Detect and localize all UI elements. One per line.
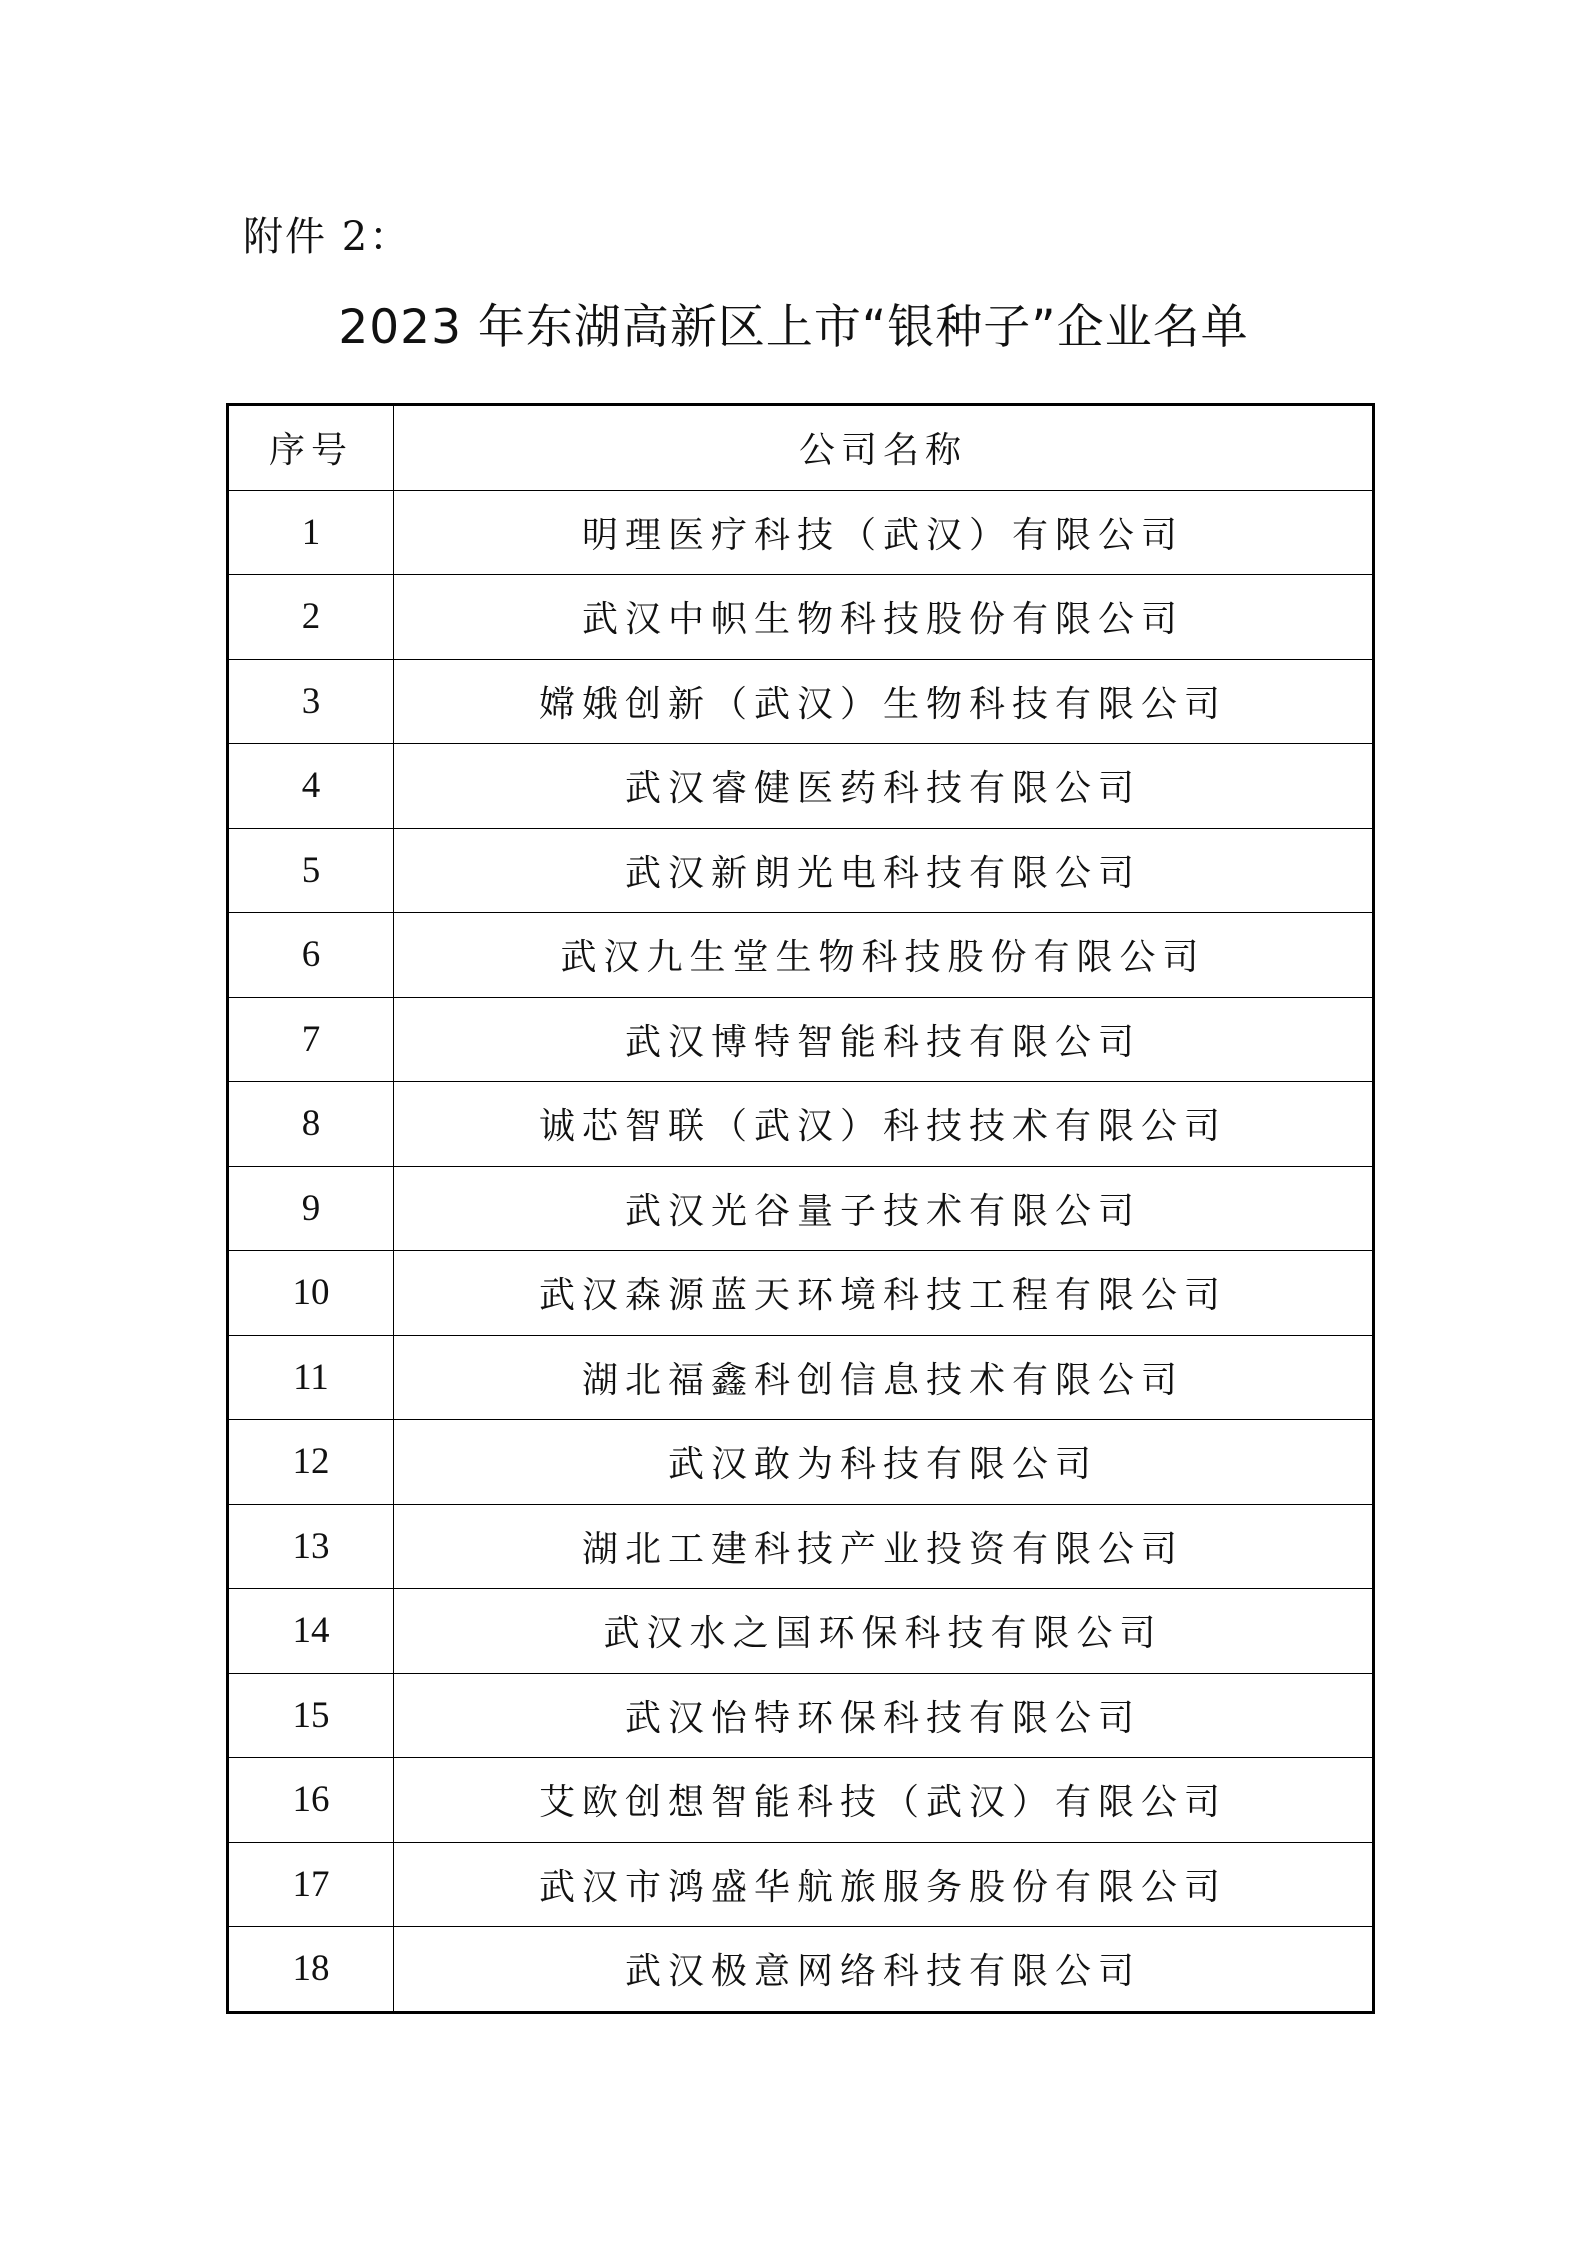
company-name: 武汉森源蓝天环境科技工程有限公司 xyxy=(394,1251,1374,1336)
company-name: 武汉博特智能科技有限公司 xyxy=(394,997,1374,1082)
company-name: 武汉新朗光电科技有限公司 xyxy=(394,828,1374,913)
table-row xyxy=(228,1589,1374,1674)
row-number: 9 xyxy=(228,1166,394,1251)
company-name: 明理医疗科技（武汉）有限公司 xyxy=(394,490,1374,575)
table-row xyxy=(228,659,1374,744)
table-row xyxy=(228,575,1374,660)
attachment-label: 附件 2： xyxy=(243,214,412,260)
row-number: 12 xyxy=(228,1420,394,1505)
company-name: 诚芯智联（武汉）科技技术有限公司 xyxy=(394,1082,1374,1167)
table-row xyxy=(228,1842,1374,1927)
table-row xyxy=(228,1082,1374,1167)
table-row xyxy=(228,744,1374,829)
row-number: 18 xyxy=(228,1927,394,2013)
company-name: 武汉水之国环保科技有限公司 xyxy=(394,1589,1374,1674)
document-title: 2023 年东湖高新区上市“银种子”企业名单 xyxy=(338,300,1249,355)
table-row xyxy=(228,1673,1374,1758)
company-name: 武汉中帜生物科技股份有限公司 xyxy=(394,575,1374,660)
company-name: 武汉睿健医药科技有限公司 xyxy=(394,744,1374,829)
company-name: 武汉怡特环保科技有限公司 xyxy=(394,1673,1374,1758)
row-number: 6 xyxy=(228,913,394,998)
company-name: 武汉九生堂生物科技股份有限公司 xyxy=(394,913,1374,998)
table-row xyxy=(228,913,1374,998)
table-row xyxy=(228,490,1374,575)
company-name: 艾欧创想智能科技（武汉）有限公司 xyxy=(394,1758,1374,1843)
company-name: 武汉极意网络科技有限公司 xyxy=(394,1927,1374,2013)
table-row xyxy=(228,1166,1374,1251)
table-row xyxy=(228,1420,1374,1505)
row-number: 14 xyxy=(228,1589,394,1674)
table-row xyxy=(228,997,1374,1082)
company-name: 武汉敢为科技有限公司 xyxy=(394,1420,1374,1505)
company-name: 武汉光谷量子技术有限公司 xyxy=(394,1166,1374,1251)
row-number: 3 xyxy=(228,659,394,744)
row-number: 13 xyxy=(228,1504,394,1589)
row-number: 1 xyxy=(228,490,394,575)
table-row xyxy=(228,1335,1374,1420)
row-number: 8 xyxy=(228,1082,394,1167)
table-body xyxy=(228,490,1374,2012)
company-name: 嫦娥创新（武汉）生物科技有限公司 xyxy=(394,659,1374,744)
column-header-number: 序号 xyxy=(228,405,394,491)
row-number: 16 xyxy=(228,1758,394,1843)
row-number: 11 xyxy=(228,1335,394,1420)
company-name: 武汉市鸿盛华航旅服务股份有限公司 xyxy=(394,1842,1374,1927)
table-row xyxy=(228,1504,1374,1589)
row-number: 4 xyxy=(228,744,394,829)
row-number: 7 xyxy=(228,997,394,1082)
row-number: 10 xyxy=(228,1251,394,1336)
table-row xyxy=(228,1927,1374,2013)
table-row xyxy=(228,1758,1374,1843)
table-row xyxy=(228,828,1374,913)
row-number: 15 xyxy=(228,1673,394,1758)
table-header-row xyxy=(228,405,1374,491)
column-header-company-name: 公司名称 xyxy=(394,405,1374,491)
row-number: 2 xyxy=(228,575,394,660)
row-number: 5 xyxy=(228,828,394,913)
company-table xyxy=(226,403,1375,2014)
company-name: 湖北工建科技产业投资有限公司 xyxy=(394,1504,1374,1589)
company-name: 湖北福鑫科创信息技术有限公司 xyxy=(394,1335,1374,1420)
row-number: 17 xyxy=(228,1842,394,1927)
table-row xyxy=(228,1251,1374,1336)
